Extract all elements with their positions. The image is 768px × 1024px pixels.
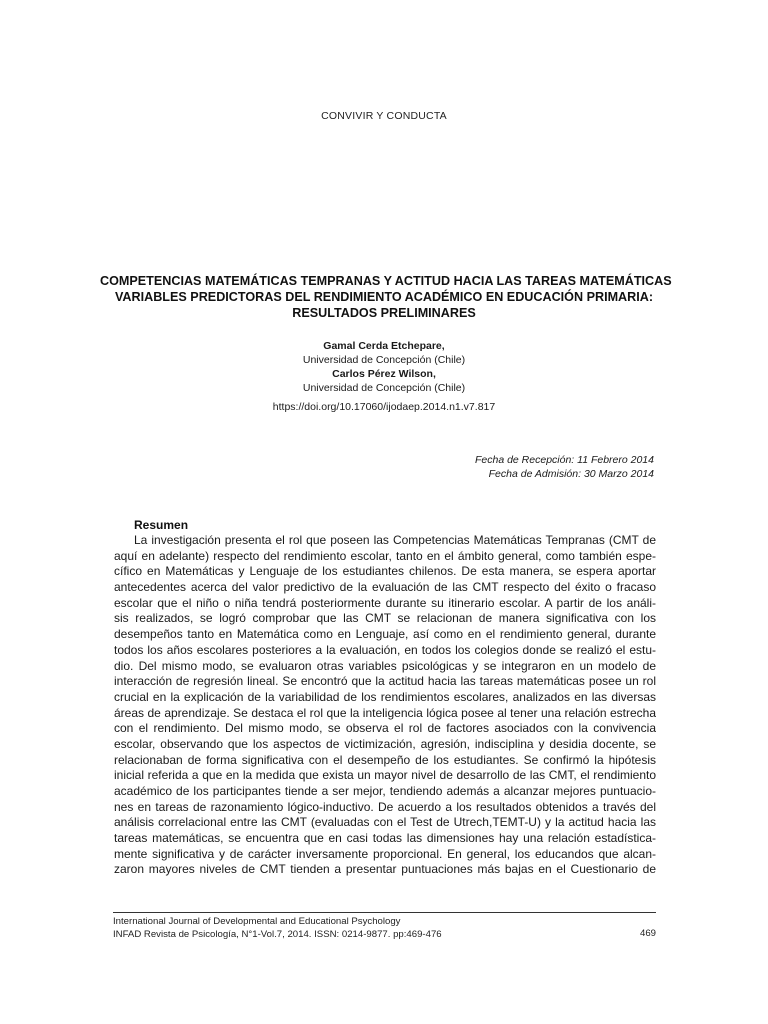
abstract-body <box>114 533 656 878</box>
journal-name: International Journal of Developmental and Educational Psychology <box>113 916 401 927</box>
title-line: VARIABLES PREDICTORAS DEL RENDIMIENTO ACADÉMICO EN EDUCACIÓN PRIMARIA: <box>114 290 654 304</box>
author-name: Carlos Pérez Wilson, <box>332 368 436 380</box>
author-list <box>0 339 768 395</box>
abstract-line: sis realizados, se logró comprobar que las CMT se relacionan de manera significativa con los <box>114 611 656 626</box>
abstract-line: análisis correlacional entre las CMT (evaluadas con el Test de Utrech,TEMT-U) y la actitud hacia las <box>114 815 656 830</box>
page-number: 469 <box>639 928 656 939</box>
footer-divider <box>113 912 656 913</box>
abstract-line: tareas matemáticas, se encuentra que en casi todas las dimensiones hay una relación estadística- <box>114 831 656 846</box>
author-affiliation: Universidad de Concepción (Chile) <box>302 382 466 394</box>
abstract-line: escolar que el niño o niña tendrá posteriormente durante su itinerario escolar. A partir de los análi- <box>114 595 656 610</box>
abstract-line: dio. Del mismo modo, se evaluaron otras variables psicológicas y se integraron en un modelo de <box>114 658 656 673</box>
abstract-line: mente significativa y de carácter inversamente proporcional. En general, los educandos que alcan- <box>114 846 656 861</box>
abstract-line: desempeños tanto en Matemática como en Lenguaje, así como en el rendimiento general, durante <box>114 627 656 642</box>
abstract-line: aquí en adelante) respecto del rendimiento escolar, tanto en el ámbito general, como también espe- <box>114 548 656 563</box>
section-header: CONVIVIR Y CONDUCTA <box>321 110 447 122</box>
abstract-line: antecedentes acerca del valor predictivo de la evaluación de las CMT respecto del éxito o fracaso <box>114 580 656 595</box>
abstract-line: áreas de aprendizaje. Se destaca el rol que la inteligencia lógica posee al tener una relación estrecha <box>114 705 656 720</box>
abstract-line: La investigación presenta el rol que poseen las Competencias Matemáticas Tempranas (CMT de <box>134 533 656 547</box>
abstract-line: académico de los participantes tiende a ser mejor, tendiendo además a alcanzar mejores puntuacio- <box>114 784 656 798</box>
author-name: Gamal Cerda Etchepare, <box>323 340 445 352</box>
abstract-heading: Resumen <box>134 518 189 532</box>
abstract-line: crucial en la explicación de la variabilidad de los rendimientos escolares, analizados en las diversas <box>114 689 656 704</box>
received-date: Fecha de Recepción: 11 Febrero 2014 <box>474 454 654 466</box>
abstract-line: inicial referida a que en la medida que exista un mayor nivel de desarrollo de las CMT, el rendimiento <box>114 768 656 783</box>
abstract-line: nes en tareas de razonamiento lógico-inductivo. De acuerdo a los resultados obtenidos a través del <box>114 799 656 814</box>
title-line: RESULTADOS PRELIMINARES <box>292 306 476 320</box>
abstract-line: zaron mayores niveles de CMT tienden a presentar puntuaciones más bajas en el Cuestionario de <box>114 862 656 877</box>
admitted-date: Fecha de Admisión: 30 Marzo 2014 <box>488 468 654 480</box>
abstract-line: relacionaban de forma significativa con el desempeño de los estudiantes. Se confirmó la hipótesis <box>114 752 656 767</box>
abstract-line: todos los años escolares posteriores a la evaluación, en todos los colegios donde se realizó el estu- <box>114 642 656 657</box>
abstract-line: cífico en Matemáticas y Lenguaje de los estudiantes chilenos. De esta manera, se espera aportar <box>114 564 656 579</box>
title-line: COMPETENCIAS MATEMÁTICAS TEMPRANAS Y ACTITUD HACIA LAS TAREAS MATEMÁTICAS <box>100 274 672 288</box>
doi-link[interactable]: https://doi.org/10.17060/ijodaep.2014.n1.v7.817 <box>272 401 496 413</box>
page-footer <box>113 915 656 941</box>
article-title <box>100 273 672 321</box>
article-dates <box>475 453 654 481</box>
journal-citation: INFAD Revista de Psicología, N°1-Vol.7, 2014. ISSN: 0214-9877. pp:469-476 <box>113 929 442 940</box>
abstract-line: con el rendimiento. Del mismo modo, se observa el rol de factores asociados con la convivencia <box>114 721 656 736</box>
abstract-line: interacción de regresión lineal. Se encontró que la actitud hacia las tareas matemáticas posee un rol <box>114 674 656 689</box>
abstract-line: escolar, observando que los aspectos de victimización, agresión, indisciplina y desidia docente, se <box>114 736 656 751</box>
author-affiliation: Universidad de Concepción (Chile) <box>302 354 466 366</box>
